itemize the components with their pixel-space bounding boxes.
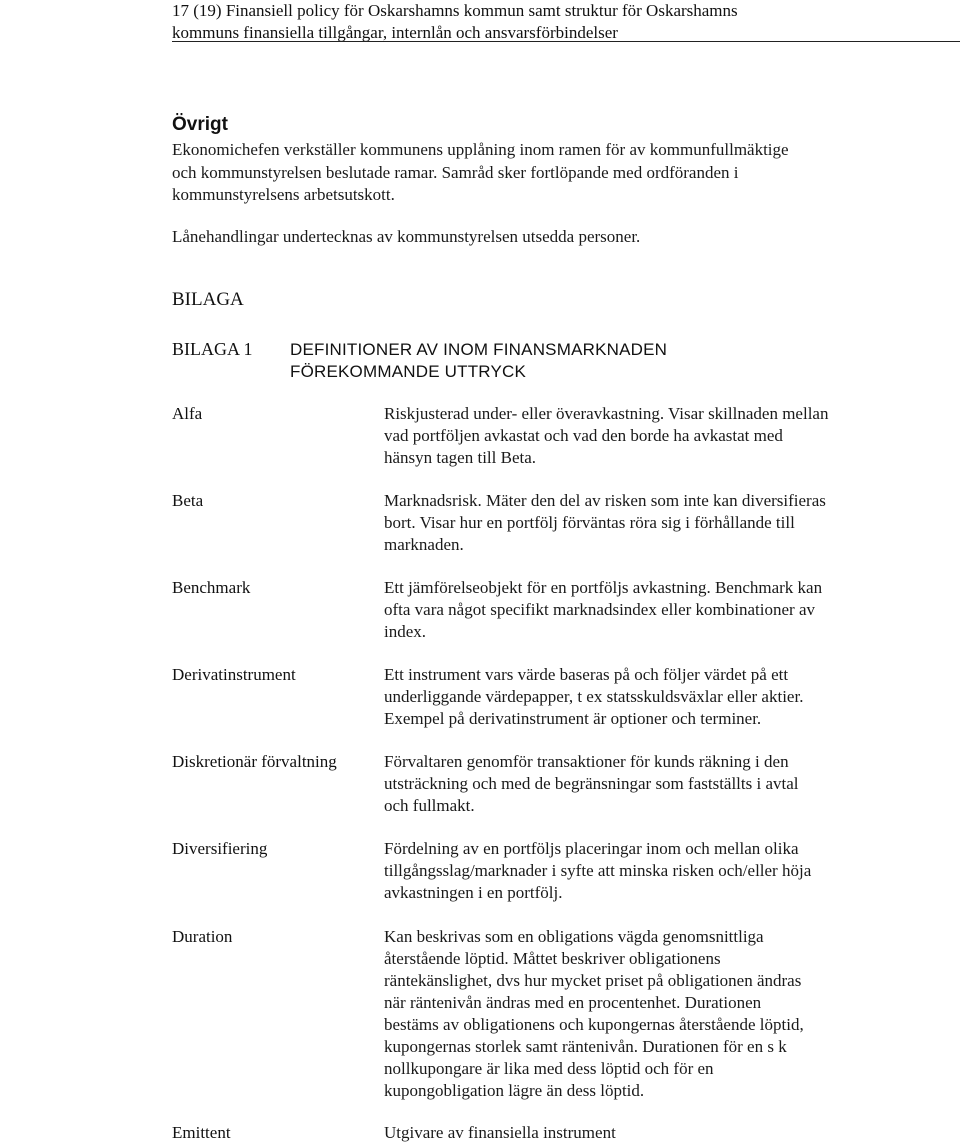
definition-line: bort. Visar hur en portfölj förväntas röra sig i förhållande till	[384, 513, 795, 532]
definition-line: kupongernas storlek samt räntenivån. Durationen för en s k	[384, 1037, 787, 1056]
term-benchmark: Benchmark	[172, 578, 251, 597]
definition-line: återstående löptid. Måttet beskriver obligationens	[384, 949, 721, 968]
page-header-line: 17 (19) Finansiell policy för Oskarshamns kommun samt struktur för Oskarshamns	[172, 1, 738, 20]
paragraph-line: Ekonomichefen verkställer kommunens upplåning inom ramen för av kommunfullmäktige	[172, 140, 789, 159]
definition-derivatinstrument	[384, 664, 944, 730]
definition-line: underliggande värdepapper, t ex statsskuldsväxlar eller aktier.	[384, 687, 804, 706]
definition-alfa	[384, 403, 944, 469]
definition-line: Ett jämförelseobjekt för en portföljs avkastning. Benchmark kan	[384, 578, 823, 597]
definition-line: Exempel på derivatinstrument är optioner och terminer.	[384, 709, 762, 728]
definition-line: marknaden.	[384, 535, 464, 554]
definition-beta	[384, 490, 944, 556]
definition-line: ofta vara något specifikt marknadsindex eller kombinationer av	[384, 600, 815, 619]
definition-line: och fullmakt.	[384, 796, 475, 815]
definition-line: Ett instrument vars värde baseras på och följer värdet på ett	[384, 665, 789, 684]
paragraph-line: Lånehandlingar undertecknas av kommunstyrelsen utsedda personer.	[172, 227, 641, 246]
ovrigt-paragraph-signing	[172, 226, 872, 249]
definition-line: Fördelning av en portföljs placeringar inom och mellan olika	[384, 839, 799, 858]
definition-line: kupongobligation lägre än dess löptid.	[384, 1081, 645, 1100]
definition-line: utsträckning och med de begränsningar som fastställts i avtal	[384, 774, 799, 793]
section-title-ovrigt: Övrigt	[172, 114, 228, 135]
term-emittent: Emittent	[172, 1123, 231, 1142]
bilaga-1-heading	[290, 339, 667, 383]
definition-emittent	[384, 1122, 944, 1144]
definition-line: räntekänslighet, dvs hur mycket priset på obligationen ändras	[384, 971, 802, 990]
paragraph-line: kommunstyrelsens arbetsutskott.	[172, 185, 395, 204]
bilaga-1-label: BILAGA 1	[172, 339, 253, 359]
definition-line: bestäms av obligationens och kupongernas återstående löptid,	[384, 1015, 804, 1034]
term-alfa: Alfa	[172, 404, 203, 423]
heading-line: FÖREKOMMANDE UTTRYCK	[290, 362, 527, 381]
definition-line: Riskjusterad under- eller överavkastning. Visar skillnaden mellan	[384, 404, 829, 423]
definition-line: vad portföljen avkastat och vad den borde ha avkastat med	[384, 426, 783, 445]
definition-line: hänsyn tagen till Beta.	[384, 448, 537, 467]
definition-line: Marknadsrisk. Mäter den del av risken som inte kan diversifieras	[384, 491, 826, 510]
term-derivatinstrument: Derivatinstrument	[172, 665, 296, 684]
term-diversifiering: Diversifiering	[172, 839, 268, 858]
definition-line: Utgivare av finansiella instrument	[384, 1123, 616, 1142]
ovrigt-paragraph	[172, 139, 872, 207]
definition-diskretionar-forvaltning	[384, 751, 944, 817]
heading-line: DEFINITIONER AV INOM FINANSMARKNADEN	[290, 340, 668, 359]
page-header	[172, 0, 960, 44]
definition-line: avkastningen i en portfölj.	[384, 883, 563, 902]
paragraph-line: och kommunstyrelsen beslutade ramar. Samråd sker fortlöpande med ordföranden i	[172, 162, 739, 182]
definition-line: index.	[384, 622, 427, 641]
definition-line: när räntenivån ändras med en procentenhet. Durationen	[384, 993, 762, 1012]
definition-line: Kan beskrivas som en obligations vägda genomsnittliga	[384, 927, 764, 946]
term-beta: Beta	[172, 491, 204, 510]
definition-benchmark	[384, 577, 944, 643]
definition-line: tillgångsslag/marknader i syfte att minska risken och/eller höja	[384, 861, 812, 880]
definition-line: Förvaltaren genomför transaktioner för kunds räkning i den	[384, 752, 789, 771]
bilaga-title: BILAGA	[172, 289, 244, 310]
page-header-line: kommuns finansiella tillgångar, internlån och ansvarsförbindelser	[172, 23, 618, 42]
term-diskretionar-forvaltning: Diskretionär förvaltning	[172, 752, 337, 771]
definition-line: nollkupongare är lika med dess löptid och för en	[384, 1059, 714, 1078]
term-duration: Duration	[172, 927, 233, 946]
definition-duration	[384, 926, 944, 1102]
header-divider	[172, 41, 960, 42]
definition-diversifiering	[384, 838, 944, 904]
